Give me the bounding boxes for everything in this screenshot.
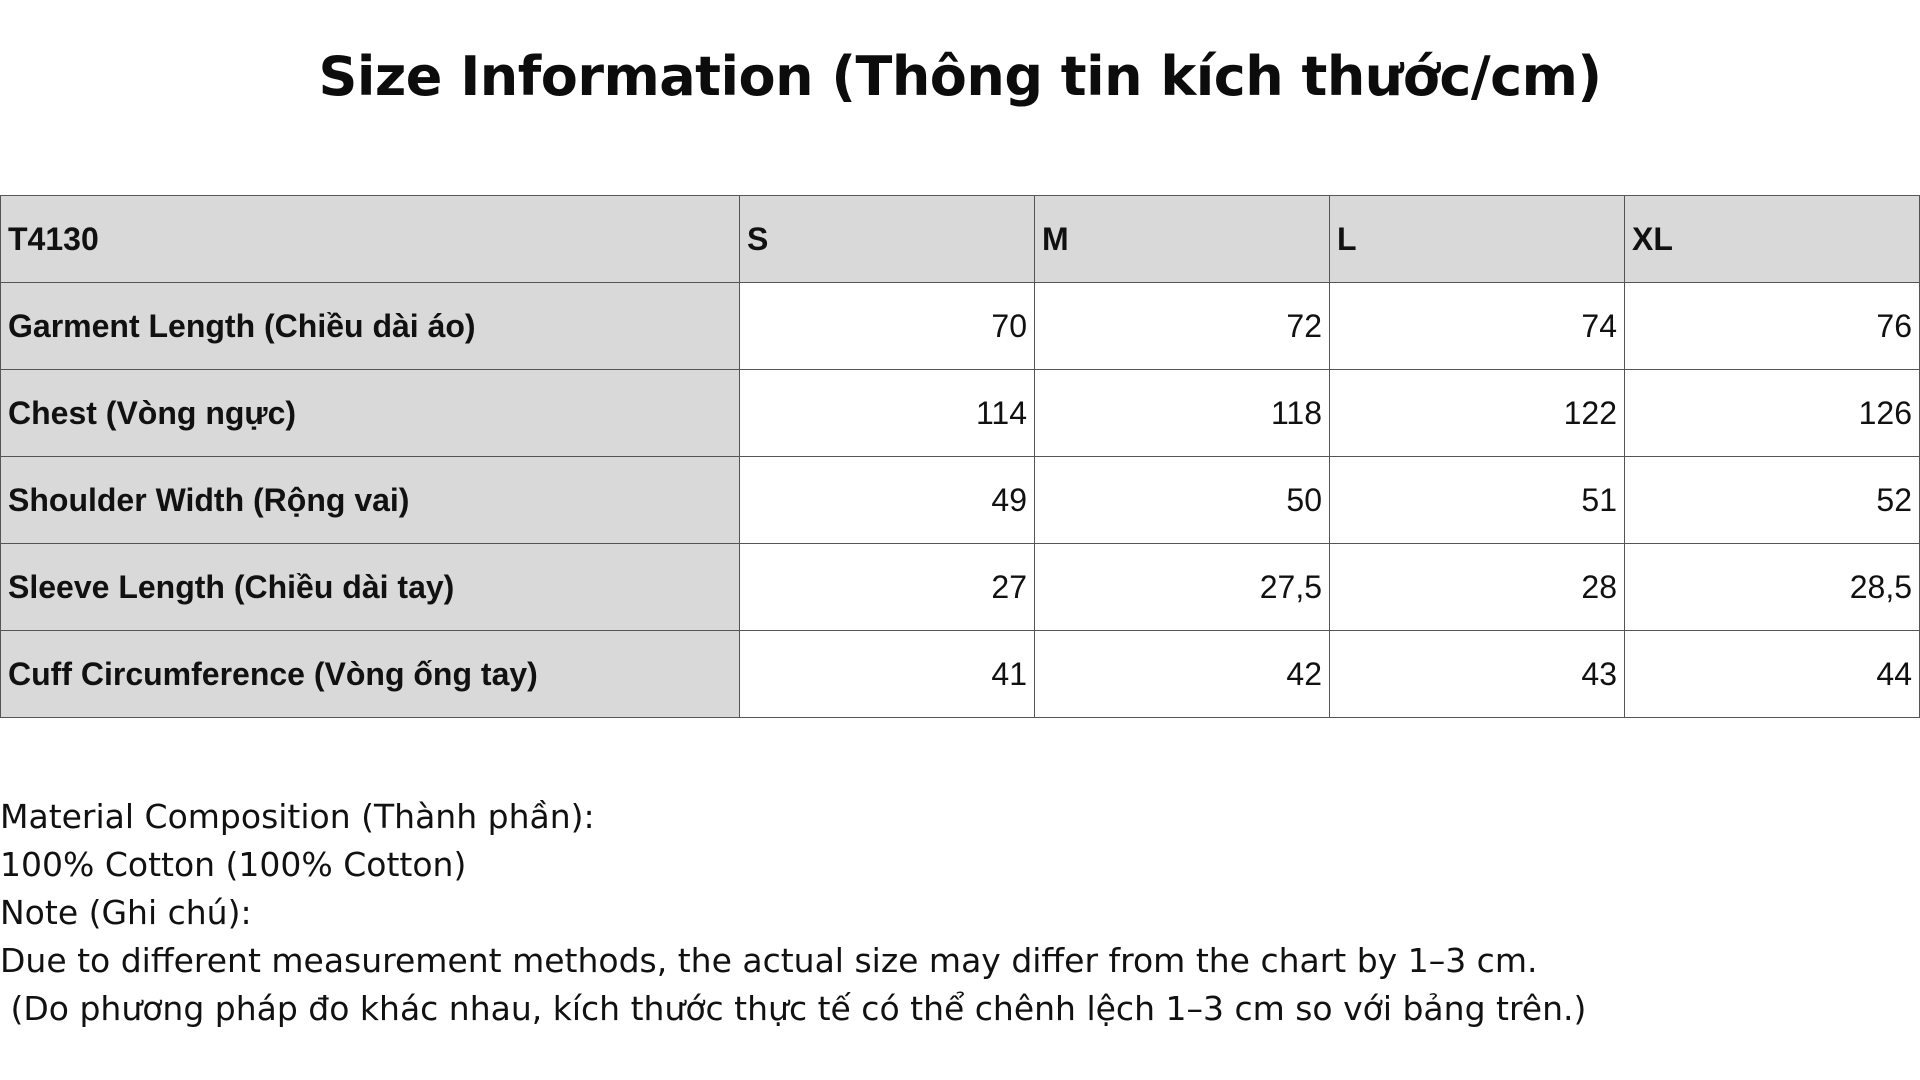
table-cell: 50 — [1035, 457, 1330, 544]
note-heading: Note (Ghi chú): — [0, 893, 252, 932]
table-cell: 44 — [1625, 631, 1920, 718]
table-cell: 28 — [1330, 544, 1625, 631]
table-cell: 28,5 — [1625, 544, 1920, 631]
page-title: Size Information (Thông tin kích thước/cm) — [318, 45, 1602, 108]
size-table — [0, 195, 1920, 718]
table-cell: 41 — [740, 631, 1035, 718]
row-label-shoulder-width: Shoulder Width (Rộng vai) — [1, 457, 740, 544]
table-row — [1, 631, 1920, 718]
size-l-header: L — [1330, 196, 1625, 283]
table-cell: 43 — [1330, 631, 1625, 718]
row-label-garment-length: Garment Length (Chiều dài áo) — [1, 283, 740, 370]
table-row — [1, 457, 1920, 544]
table-cell: 42 — [1035, 631, 1330, 718]
table-row — [1, 370, 1920, 457]
table-cell: 27 — [740, 544, 1035, 631]
row-label-cuff-circumference: Cuff Circumference (Vòng ống tay) — [1, 631, 740, 718]
table-cell: 49 — [740, 457, 1035, 544]
size-xl-header: XL — [1625, 196, 1920, 283]
size-s-header: S — [740, 196, 1035, 283]
table-cell: 74 — [1330, 283, 1625, 370]
note-vietnamese: (Do phương pháp đo khác nhau, kích thước thực tế có thể chênh lệch 1–3 cm so với bảng trên.) — [0, 989, 1587, 1028]
material-value: 100% Cotton (100% Cotton) — [0, 845, 467, 884]
table-cell: 122 — [1330, 370, 1625, 457]
row-label-sleeve-length: Sleeve Length (Chiều dài tay) — [1, 544, 740, 631]
row-label-chest: Chest (Vòng ngực) — [1, 370, 740, 457]
table-cell: 72 — [1035, 283, 1330, 370]
table-cell: 76 — [1625, 283, 1920, 370]
size-m-header: M — [1035, 196, 1330, 283]
table-row — [1, 283, 1920, 370]
material-heading: Material Composition (Thành phần): — [0, 797, 595, 836]
table-cell: 27,5 — [1035, 544, 1330, 631]
table-cell: 114 — [740, 370, 1035, 457]
table-header-row — [1, 196, 1920, 283]
note-english: Due to different measurement methods, the actual size may differ from the chart by 1–3 cm. — [0, 941, 1538, 980]
table-cell: 70 — [740, 283, 1035, 370]
notes-section — [0, 793, 1900, 1033]
table-row — [1, 544, 1920, 631]
product-code-cell: T4130 — [1, 196, 740, 283]
table-cell: 118 — [1035, 370, 1330, 457]
table-cell: 51 — [1330, 457, 1625, 544]
table-cell: 126 — [1625, 370, 1920, 457]
table-cell: 52 — [1625, 457, 1920, 544]
